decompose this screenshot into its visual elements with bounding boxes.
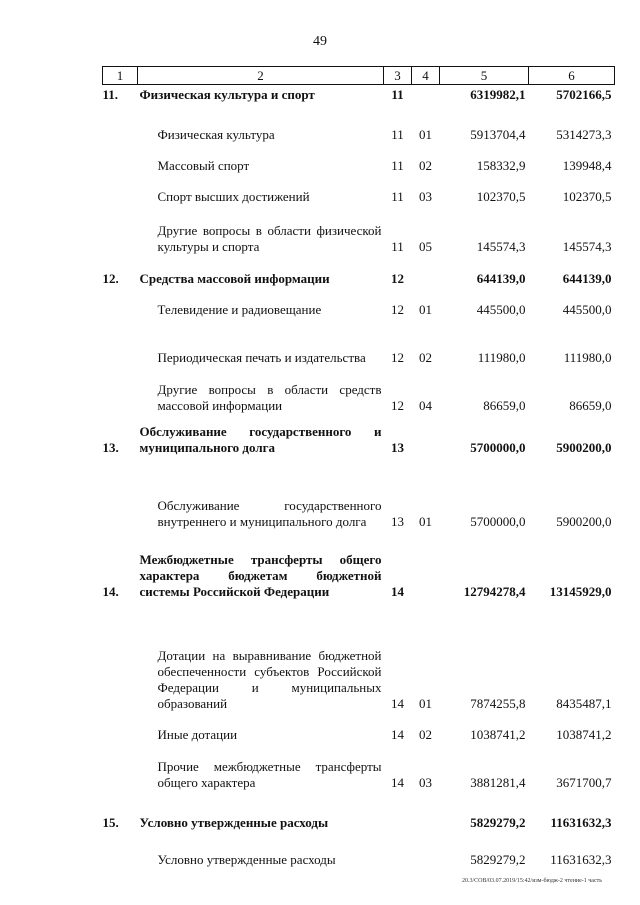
table-header-row [103,67,615,85]
table-body [103,85,615,868]
section-amount-col6: 5702166,5 [556,86,612,102]
table-row [103,831,615,868]
page-number: 49 [313,34,327,49]
row-number [103,456,138,530]
row-amount-col5: 5829279,2 [470,851,526,867]
row-amount-col6: 1038741,2 [556,726,612,742]
table-row [103,456,615,530]
table-row [103,743,615,791]
row-name: Другие вопросы в области физической культуры и спорта [157,222,382,254]
section-amount-col5: 12794278,4 [463,583,526,599]
section-subcode [412,85,440,103]
section-number: 14. [102,583,119,599]
row-name: Обслуживание государственного внутреннего и муниципального долга [157,497,382,529]
header-col-5: 5 [440,67,529,85]
budget-table [102,66,615,868]
row-number [103,743,138,791]
row-amount-col5: 111980,0 [477,349,526,365]
row-subcode: 05 [419,238,432,254]
section-code: 11 [391,86,404,102]
row-amount-col6: 8435487,1 [556,695,612,711]
section-name: Средства массовой информации [139,270,330,286]
row-amount-col6: 5314273,3 [556,126,612,142]
row-amount-col6: 139948,4 [562,157,612,173]
row-subcode: 01 [419,126,432,142]
row-amount-col5: 145574,3 [476,238,526,254]
section-amount-col6: 13145929,0 [549,583,612,599]
section-number: 11. [102,86,119,102]
row-code: 14 [391,695,404,711]
row-amount-col5: 102370,5 [476,188,526,204]
row-amount-col6: 145574,3 [562,238,612,254]
header-col-3: 3 [384,67,412,85]
header-col-6: 6 [529,67,615,85]
section-name: Условно утвержденные расходы [139,814,329,830]
row-name: Физическая культура [157,126,275,142]
table-row [103,318,615,366]
row-number [103,600,138,712]
section-name: Обслуживание государственного и муниципального долга [139,423,382,455]
table-row [103,174,615,205]
row-amount-col5: 86659,0 [483,397,526,413]
table-row [103,600,615,712]
row-code: 12 [391,349,404,365]
row-amount-col6: 111980,0 [563,349,612,365]
section-row [103,255,615,287]
row-code: 11 [391,157,404,173]
section-name: Физическая культура и спорт [139,86,315,102]
header-col-2: 2 [138,67,384,85]
row-number [103,143,138,174]
section-amount-col5: 6319982,1 [470,86,526,102]
row-amount-col5: 5700000,0 [470,513,526,529]
section-number: 15. [102,814,119,830]
table-row [103,366,615,414]
row-amount-col6: 11631632,3 [550,851,612,867]
section-subcode [412,255,440,287]
row-subcode: 02 [419,726,432,742]
row-subcode: 01 [419,513,432,529]
row-amount-col6: 102370,5 [562,188,612,204]
section-code: 13 [391,439,404,455]
row-number [103,318,138,366]
row-subcode: 03 [419,188,432,204]
section-subcode [412,791,440,831]
section-row [103,530,615,600]
document-footer-code: 20.3/СОВ/03.07.2019/15:42/изм-бюдж-2 чтение-1 часть [462,878,602,884]
table-row [103,712,615,743]
section-number: 13. [102,439,119,455]
row-number [103,712,138,743]
table-row [103,205,615,255]
row-amount-col6: 5900200,0 [556,513,612,529]
row-code: 11 [391,126,404,142]
row-amount-col6: 3671700,7 [556,774,612,790]
row-code: 14 [391,774,404,790]
section-name: Межбюджетные трансферты общего характера бюджетам бюджетной системы Российской Федерации [139,551,382,599]
table-row [103,287,615,318]
row-name: Условно утвержденные расходы [157,851,336,867]
row-code: 11 [391,188,404,204]
row-code: 14 [391,726,404,742]
table-row [103,143,615,174]
row-name: Телевидение и радиовещание [157,301,322,317]
row-code: 12 [391,397,404,413]
row-amount-col6: 86659,0 [569,397,612,413]
row-name: Спорт высших достижений [157,188,310,204]
row-number [103,103,138,143]
section-amount-col5: 5829279,2 [470,814,526,830]
row-amount-col5: 158332,9 [476,157,526,173]
row-number [103,366,138,414]
row-subcode: 02 [419,157,432,173]
section-row [103,414,615,456]
row-number [103,831,138,868]
row-amount-col6: 445500,0 [562,301,612,317]
section-amount-col5: 5700000,0 [470,439,526,455]
row-subcode: 01 [419,301,432,317]
row-subcode [412,831,440,868]
section-subcode [412,414,440,456]
row-name: Дотации на выравнивание бюджетной обеспеченности субъектов Российской Федерации и муниципальных образований [157,647,382,711]
row-subcode: 02 [419,349,432,365]
row-subcode: 04 [419,397,432,413]
row-number [103,205,138,255]
row-name: Иные дотации [157,726,238,742]
section-number: 12. [102,270,119,286]
section-subcode [412,530,440,600]
row-code: 12 [391,301,404,317]
row-name: Периодическая печать и издательства [157,349,366,365]
section-row [103,85,615,103]
row-name: Прочие межбюджетные трансферты общего характера [157,758,382,790]
section-amount-col6: 644139,0 [562,270,612,286]
section-amount-col6: 5900200,0 [556,439,612,455]
section-row [103,791,615,831]
row-subcode: 01 [419,695,432,711]
row-number [103,174,138,205]
row-amount-col5: 7874255,8 [470,695,526,711]
header-col-4: 4 [412,67,440,85]
row-name: Другие вопросы в области средств массовой информации [157,381,382,413]
section-amount-col6: 11631632,3 [550,814,612,830]
table-row [103,103,615,143]
row-code: 11 [391,238,404,254]
section-code: 14 [391,583,404,599]
section-code: 12 [391,270,404,286]
row-code [384,831,412,868]
row-amount-col5: 5913704,4 [470,126,526,142]
row-name: Массовый спорт [157,157,250,173]
row-subcode: 03 [419,774,432,790]
header-col-1: 1 [103,67,138,85]
row-amount-col5: 3881281,4 [470,774,526,790]
row-amount-col5: 445500,0 [476,301,526,317]
row-number [103,287,138,318]
section-amount-col5: 644139,0 [476,270,526,286]
row-code: 13 [391,513,404,529]
section-code [384,791,412,831]
row-amount-col5: 1038741,2 [470,726,526,742]
